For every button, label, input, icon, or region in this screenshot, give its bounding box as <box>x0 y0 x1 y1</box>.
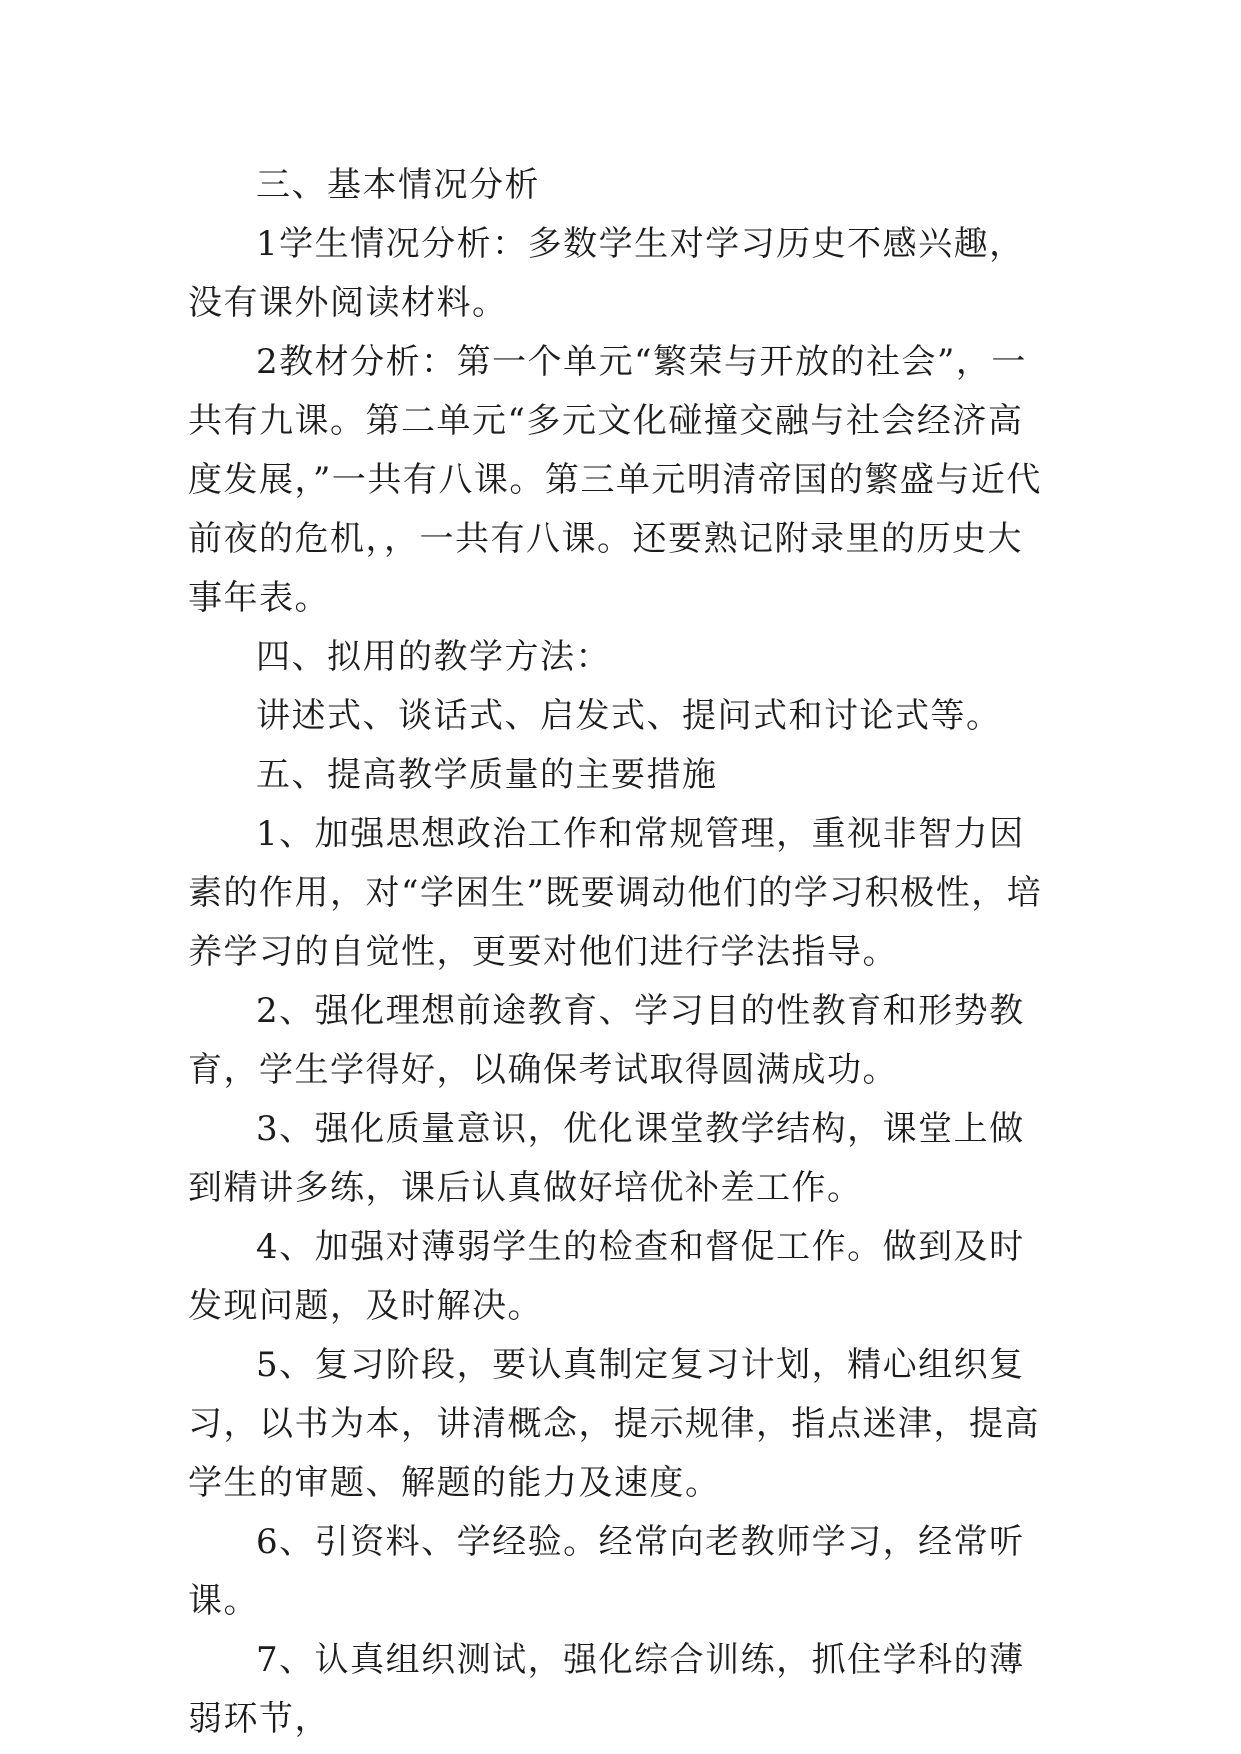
measure-item-3: 3、强化质量意识，优化课堂教学结构，课堂上做到精讲多练，课后认真做好培优补差工作。 <box>188 1109 1025 1208</box>
measure-item-2: 2、强化理想前途教育、学习目的性教育和形势教育，学生学得好，以确保考试取得圆满成功。 <box>188 991 1025 1090</box>
paragraph-textbook-analysis: 2教材分析：第一个单元“繁荣与开放的社会”，一共有九课。第二单元“多元文化碰撞交融与社会经济高度发展，”一共有八课。第三单元明清帝国的繁盛与近代前夜的危机，，一共有八课。还要熟记附录里的历史大事年表。 <box>188 342 1042 618</box>
section-heading-quality-measures: 五、提高教学质量的主要措施 <box>256 755 718 795</box>
paragraph-student-analysis: 1学生情况分析：多数学生对学习历史不感兴趣，没有课外阅读材料。 <box>188 224 1025 323</box>
measure-item-5: 5、复习阶段，要认真制定复习计划，精心组织复习，以书为本，讲清概念，提示规律，指点迷津，提高学生的审题、解题的能力及速度。 <box>188 1345 1040 1503</box>
section-heading-basic-analysis: 三、基本情况分析 <box>256 165 540 205</box>
measure-item-6: 6、引资料、学经验。经常向老教师学习，经常听课。 <box>188 1522 1025 1621</box>
document-body <box>188 156 1058 1749</box>
paragraph-teaching-methods: 讲述式、谈话式、启发式、提问式和讨论式等。 <box>256 696 1002 736</box>
measure-item-4: 4、加强对薄弱学生的检查和督促工作。做到及时发现问题，及时解决。 <box>188 1227 1025 1326</box>
measure-item-1: 1、加强思想政治工作和常规管理，重视非智力因素的作用，对“学困生”既要调动他们的学习积极性，培养学习的自觉性，更要对他们进行学法指导。 <box>188 814 1043 972</box>
measure-item-7: 7、认真组织测试，强化综合训练，抓住学科的薄弱环节， <box>188 1640 1025 1739</box>
section-heading-teaching-methods: 四、拟用的教学方法： <box>256 637 611 677</box>
